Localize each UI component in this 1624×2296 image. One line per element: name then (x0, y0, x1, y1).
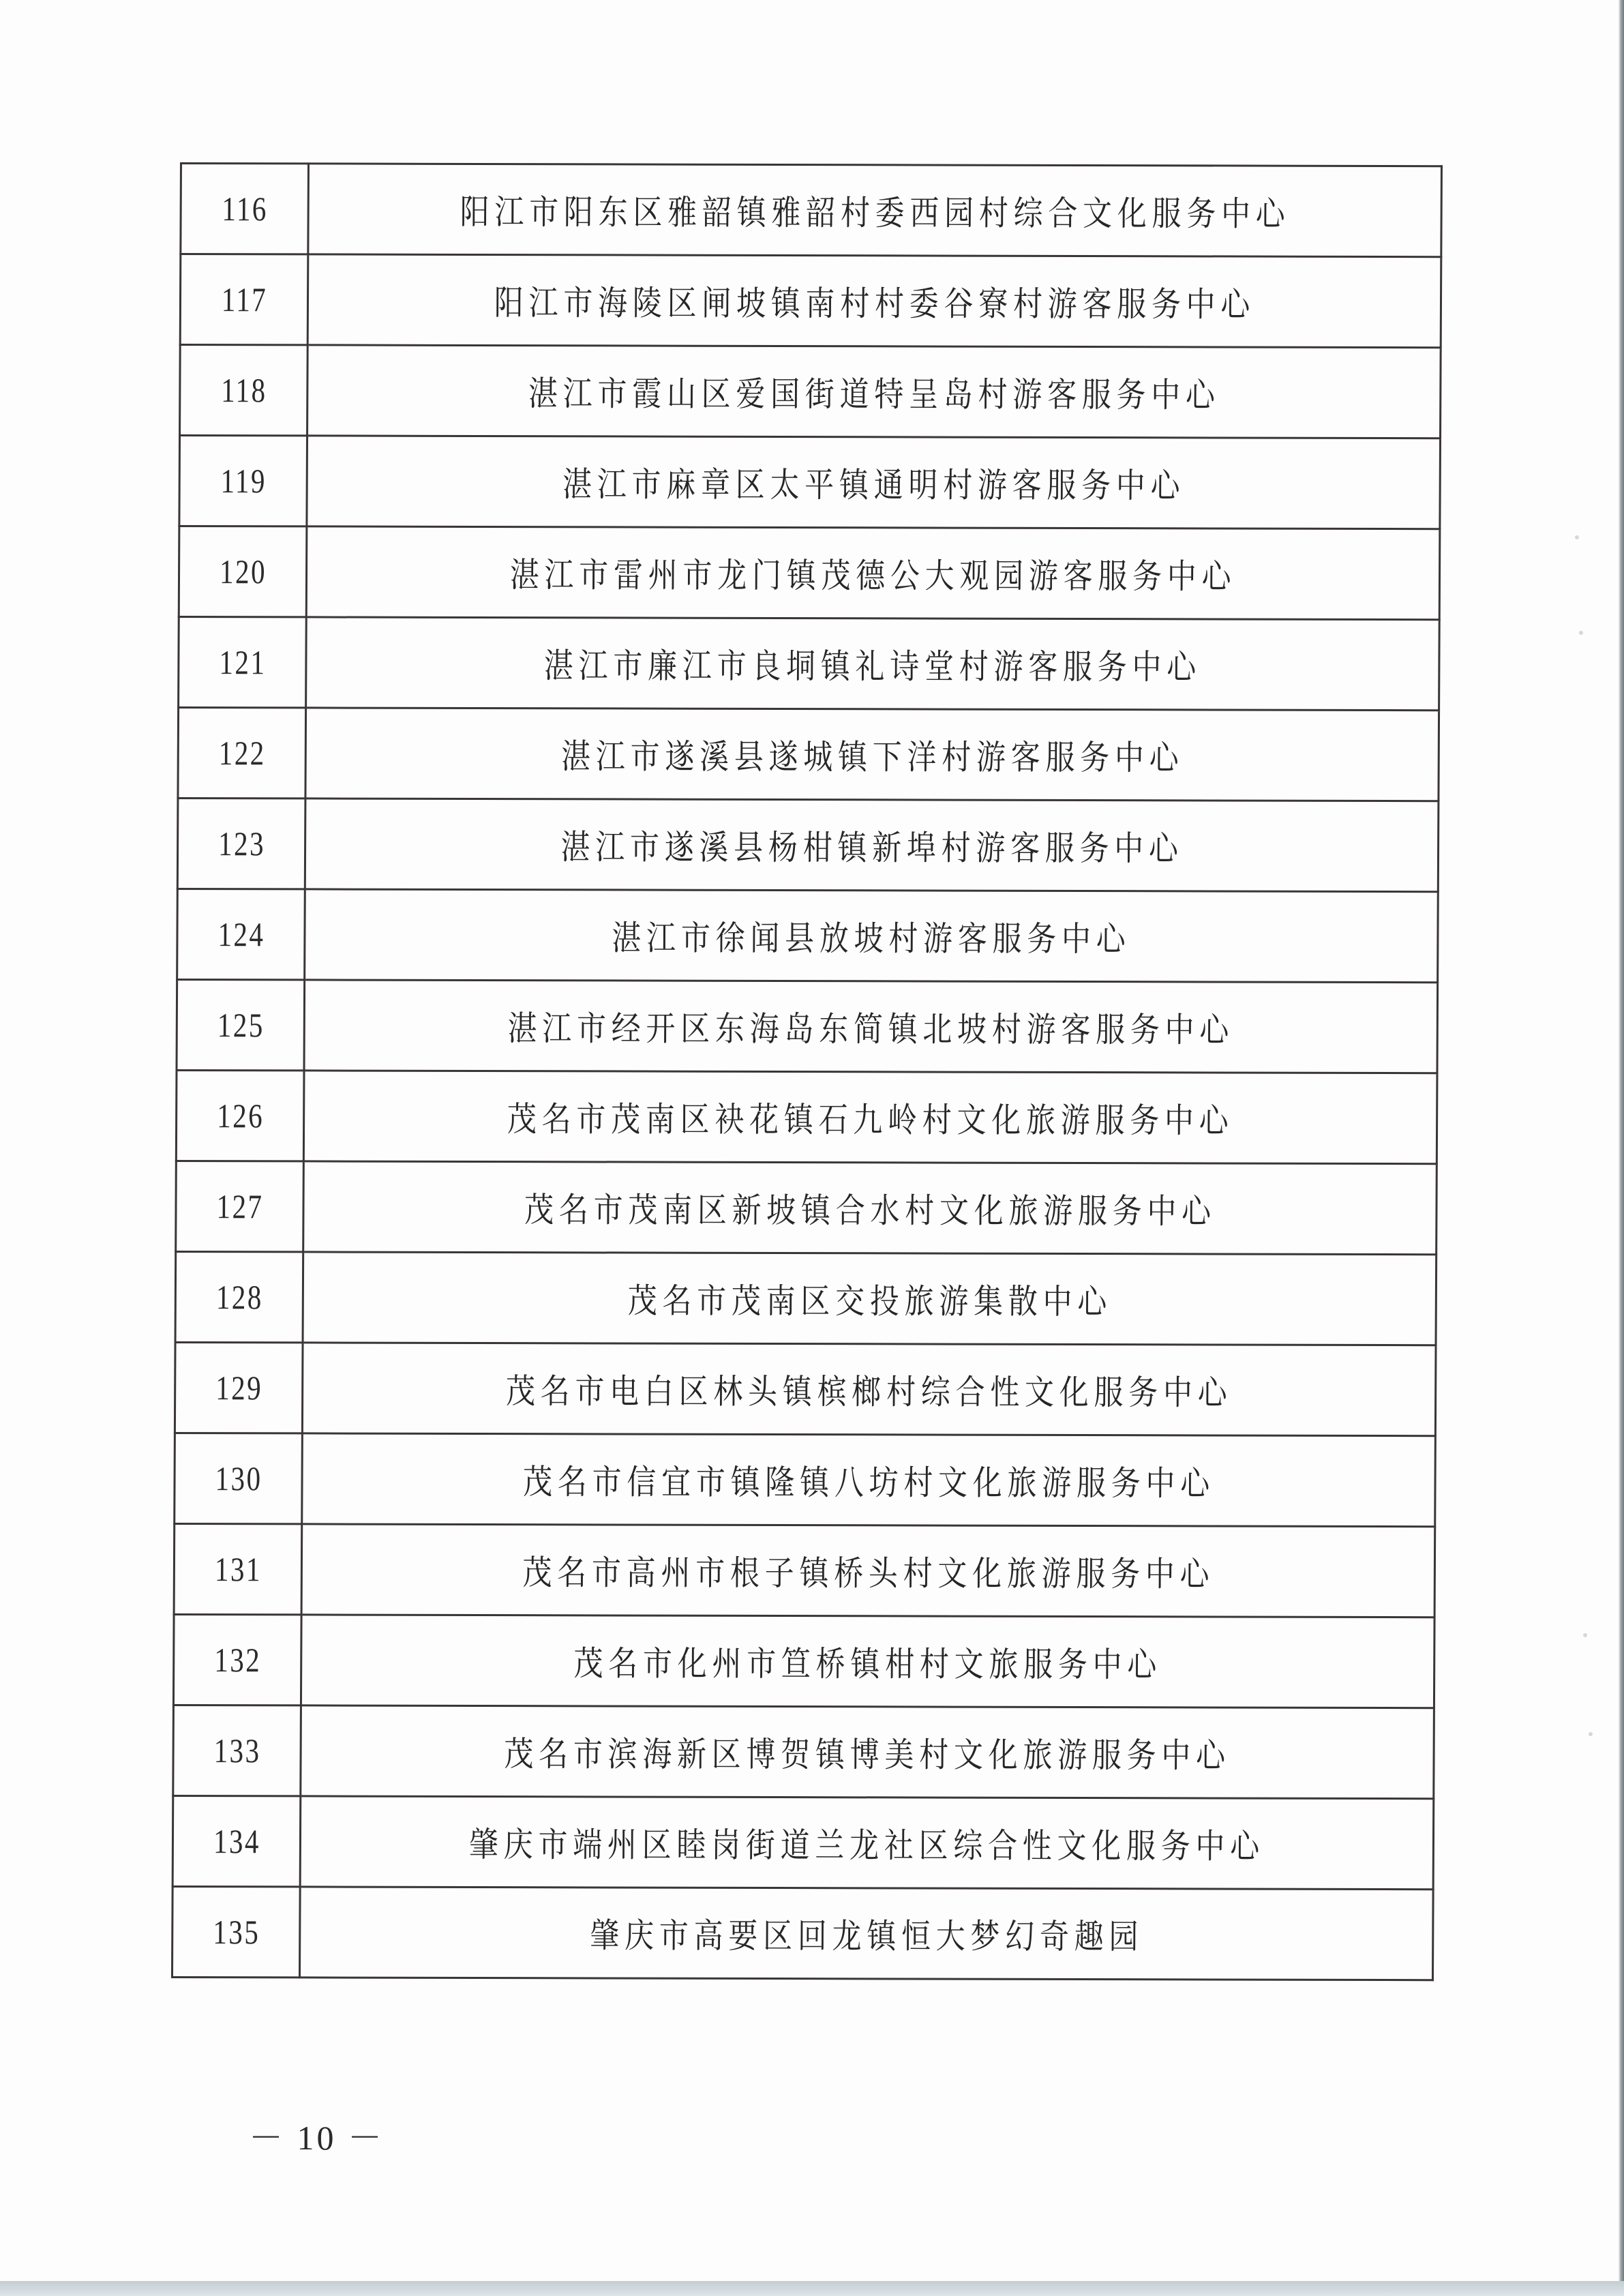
center-name: 湛江市徐闻县放坡村游客服务中心 (612, 918, 1131, 959)
table-row (175, 1252, 1437, 1345)
table-row (176, 1161, 1437, 1255)
table-row (177, 980, 1438, 1073)
table-row (181, 164, 1442, 257)
row-number: 126 (187, 1071, 292, 1161)
center-name-cell (306, 526, 1440, 620)
row-number: 125 (188, 980, 293, 1071)
row-number: 123 (189, 799, 294, 889)
center-name: 湛江市遂溪县遂城镇下洋村游客服务中心 (560, 736, 1184, 778)
center-name: 茂名市茂南区交投旅游集散中心 (627, 1281, 1112, 1322)
row-number: 128 (187, 1252, 292, 1343)
center-name-cell (305, 799, 1439, 892)
center-name: 茂名市电白区林头镇槟榔村综合性文化服务中心 (505, 1371, 1233, 1413)
table-row (174, 1524, 1435, 1617)
row-number: 129 (186, 1343, 291, 1433)
center-name: 肇庆市高要区回龙镇恒大梦幻奇趣园 (589, 1915, 1143, 1957)
center-name: 湛江市麻章区太平镇通明村游客服务中心 (562, 464, 1185, 506)
center-name-cell (302, 1433, 1436, 1527)
table-row (180, 345, 1441, 438)
row-number: 133 (185, 1705, 290, 1796)
scan-speck (1579, 631, 1583, 635)
table-row (177, 889, 1439, 983)
center-name: 肇庆市端州区睦岗街道兰龙社区综合性文化服务中心 (468, 1824, 1265, 1866)
page-number: － 10 － (249, 2119, 385, 2157)
row-number: 122 (190, 708, 295, 799)
center-name-cell (301, 1705, 1434, 1799)
center-name-cell (308, 164, 1442, 257)
center-name-cell (301, 1524, 1435, 1617)
table-row (173, 1705, 1434, 1799)
service-center-table-wrapper (171, 162, 1443, 1981)
center-name-cell (307, 436, 1441, 529)
center-name: 湛江市雷州市龙门镇茂德公大观园游客服务中心 (509, 555, 1237, 597)
center-name: 茂名市高州市根子镇桥头村文化旅游服务中心 (522, 1553, 1214, 1594)
row-number: 119 (191, 436, 296, 526)
table-row (179, 526, 1440, 620)
row-number: 116 (192, 164, 297, 254)
row-number: 121 (190, 617, 295, 708)
center-name: 茂名市茂南区新坡镇合水村文化旅游服务中心 (524, 1190, 1216, 1232)
row-number: 131 (185, 1524, 290, 1615)
row-number: 117 (192, 254, 297, 345)
center-name: 湛江市经开区东海岛东简镇北坡村游客服务中心 (507, 1009, 1235, 1050)
scan-speck (1589, 1732, 1593, 1736)
center-name-cell (301, 1615, 1434, 1708)
center-name-cell (307, 254, 1441, 348)
table-row (176, 1071, 1437, 1164)
center-name: 湛江市遂溪县杨柑镇新埠村游客服务中心 (560, 827, 1184, 869)
row-number: 124 (188, 889, 293, 980)
center-name: 阳江市海陵区闸坡镇南村村委谷寮村游客服务中心 (494, 283, 1255, 325)
service-center-table (171, 162, 1443, 1981)
scan-speck (1575, 535, 1579, 539)
table-row (179, 617, 1440, 711)
center-name: 茂名市滨海新区博贺镇博美村文化旅游服务中心 (504, 1734, 1231, 1776)
table-row (177, 799, 1439, 892)
center-name-cell (302, 1343, 1436, 1436)
center-name-cell (307, 345, 1441, 438)
center-name-cell (304, 980, 1438, 1073)
center-name: 茂名市化州市笪桥镇柑村文旅服务中心 (573, 1643, 1162, 1685)
scan-bottom-strip (0, 2281, 1624, 2296)
row-number: 132 (185, 1615, 290, 1705)
table-row (173, 1615, 1434, 1708)
scan-right-edge (1619, 0, 1624, 2296)
row-number: 135 (183, 1887, 288, 1978)
center-name-cell (306, 617, 1440, 711)
center-name-cell (303, 1252, 1437, 1345)
scan-speck (1583, 1633, 1587, 1637)
table-row (179, 436, 1441, 529)
center-name-cell (305, 889, 1439, 983)
row-number: 120 (190, 526, 295, 617)
table-row (175, 1433, 1436, 1527)
table-row (178, 708, 1439, 801)
center-name-cell (303, 1161, 1437, 1255)
table-row (175, 1343, 1436, 1436)
row-number: 118 (191, 345, 296, 436)
table-row (172, 1887, 1433, 1980)
center-name: 湛江市廉江市良垌镇礼诗堂村游客服务中心 (543, 646, 1202, 687)
row-number: 127 (187, 1161, 292, 1252)
row-number: 134 (184, 1796, 289, 1887)
center-name: 阳江市阳东区雅韶镇雅韶村委西园村综合文化服务中心 (460, 192, 1291, 234)
center-name: 茂名市信宜市镇隆镇八坊村文化旅游服务中心 (522, 1462, 1215, 1504)
center-name-cell (300, 1796, 1434, 1890)
row-number: 130 (186, 1433, 291, 1524)
table-row (180, 254, 1441, 348)
center-name: 茂名市茂南区袂花镇石九岭村文化旅游服务中心 (507, 1099, 1234, 1141)
table-row (172, 1796, 1434, 1890)
center-name-cell (299, 1887, 1433, 1980)
center-name-cell (305, 708, 1439, 801)
center-name: 湛江市霞山区爱国街道特呈岛村游客服务中心 (528, 374, 1220, 415)
center-name-cell (303, 1071, 1437, 1164)
